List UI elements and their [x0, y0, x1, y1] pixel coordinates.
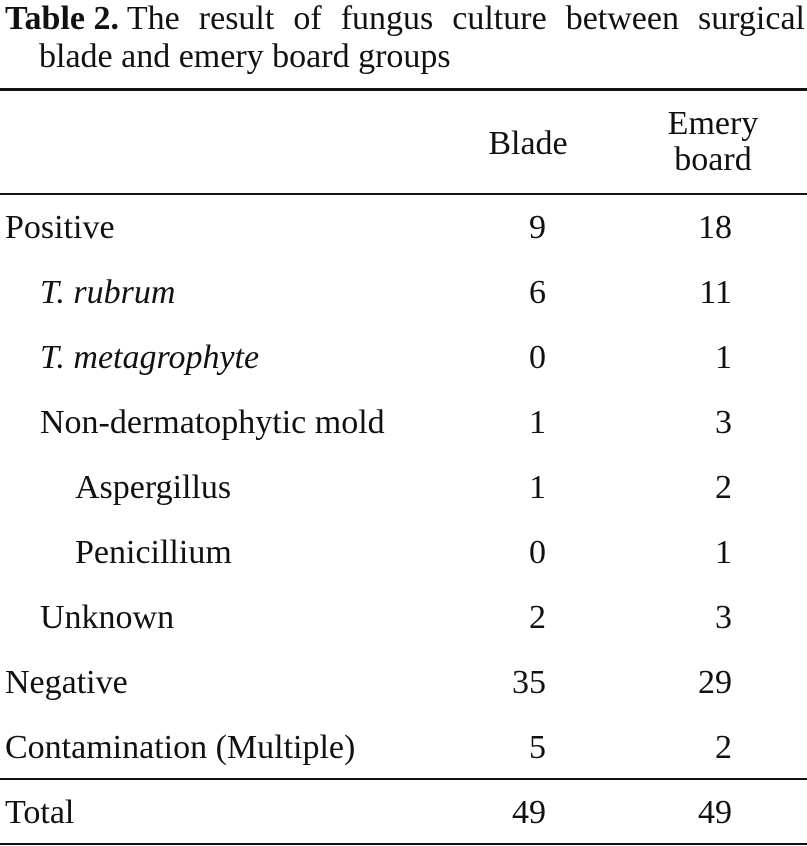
cell-blade: 0 — [529, 534, 546, 571]
cell-emery-board: 1 — [715, 339, 732, 376]
caption-word: of — [293, 0, 322, 37]
table-row-positive — [0, 208, 807, 248]
column-header-emery-board — [648, 106, 778, 178]
table-row-t-metagrophyte — [0, 338, 807, 378]
row-label: Unknown — [40, 599, 175, 636]
caption-word: result — [198, 0, 275, 37]
cell-blade: 5 — [529, 729, 546, 766]
table-number: Table 2. — [5, 0, 120, 37]
row-label: Contamination (Multiple) — [5, 729, 356, 766]
table-row-aspergillus — [0, 468, 807, 508]
cell-emery-board: 2 — [715, 469, 732, 506]
column-header-emery-line-1: Emery — [667, 105, 759, 142]
cell-emery-board: 18 — [698, 209, 732, 246]
table-row-negative — [0, 663, 807, 703]
column-header-emery-line-2: board — [674, 141, 752, 178]
cell-blade: 49 — [512, 794, 546, 831]
caption-line-1 — [5, 0, 805, 38]
cell-emery-board: 3 — [715, 599, 732, 636]
row-label: Non-dermatophytic mold — [40, 404, 385, 441]
cell-blade: 2 — [529, 599, 546, 636]
header-rule — [0, 193, 807, 195]
table-row-contamination — [0, 728, 807, 768]
table-row-penicillium — [0, 533, 807, 573]
caption-word: culture — [452, 0, 547, 37]
caption-word: between — [565, 0, 679, 37]
row-label: Aspergillus — [75, 469, 232, 506]
cell-emery-board: 2 — [715, 729, 732, 766]
table-row-total — [0, 793, 807, 833]
caption-word: fungus — [340, 0, 434, 37]
total-rule — [0, 778, 807, 780]
cell-blade: 35 — [512, 664, 546, 701]
row-label: Positive — [5, 209, 115, 246]
column-header-blade: Blade — [488, 125, 568, 162]
cell-emery-board: 29 — [698, 664, 732, 701]
caption-word: surgical — [697, 0, 805, 37]
row-label: T. metagrophyte — [40, 339, 260, 376]
table-bottom-rule — [0, 843, 807, 845]
cell-blade: 1 — [529, 469, 546, 506]
table-row-non-dermatophytic-mold — [0, 403, 807, 443]
table-top-rule — [0, 88, 807, 91]
table-row-unknown — [0, 598, 807, 638]
table-caption — [5, 0, 805, 76]
row-label: Total — [5, 794, 75, 831]
cell-emery-board: 49 — [698, 794, 732, 831]
cell-blade: 1 — [529, 404, 546, 441]
caption-word: The — [126, 0, 180, 37]
cell-emery-board: 1 — [715, 534, 732, 571]
cell-blade: 0 — [529, 339, 546, 376]
cell-blade: 9 — [529, 209, 546, 246]
cell-emery-board: 3 — [715, 404, 732, 441]
caption-line-2: blade and emery board groups — [39, 38, 451, 75]
row-label: Penicillium — [75, 534, 232, 571]
row-label: T. rubrum — [40, 274, 176, 311]
caption-line-1-first — [5, 0, 180, 38]
cell-blade: 6 — [529, 274, 546, 311]
cell-emery-board: 11 — [699, 274, 732, 311]
table-row-t-rubrum — [0, 273, 807, 313]
row-label: Negative — [5, 664, 128, 701]
